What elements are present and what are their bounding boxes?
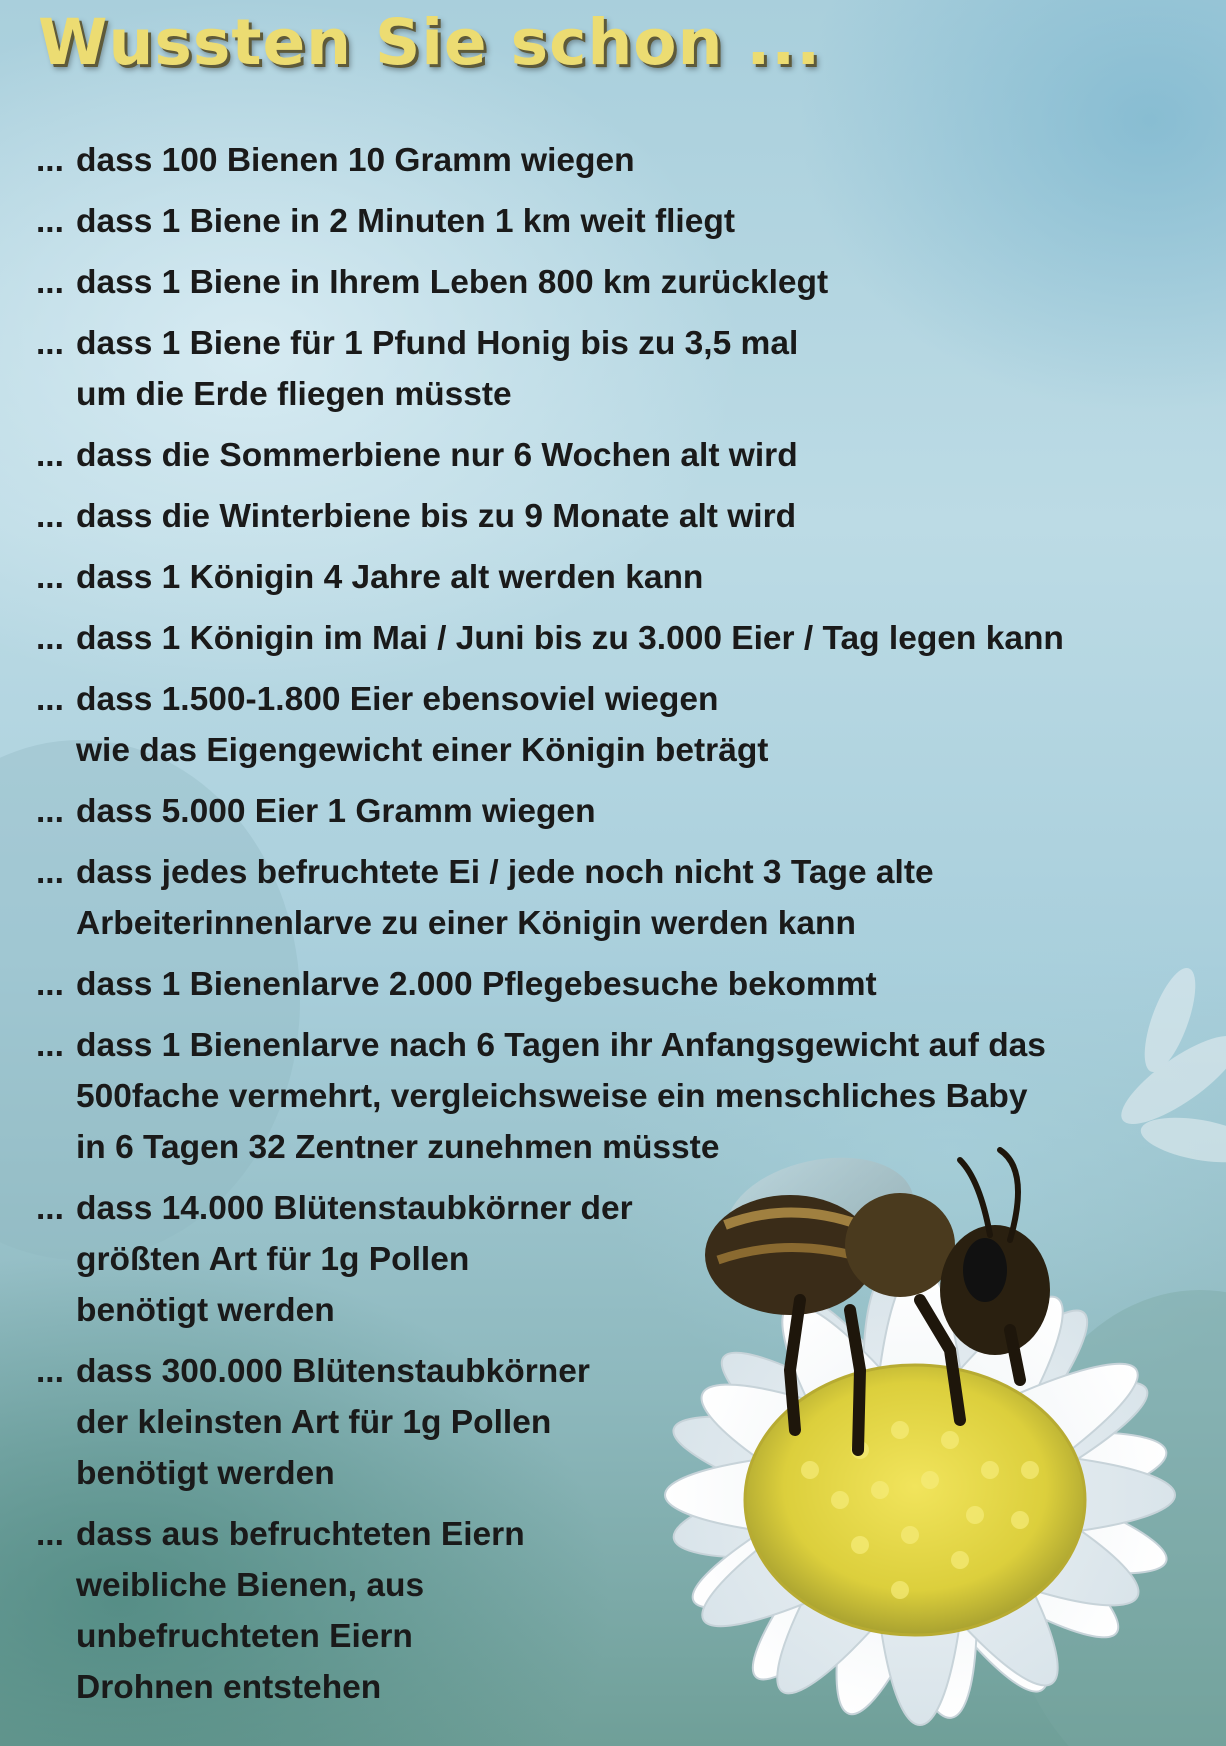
fact-item (36, 1509, 1216, 1713)
fact-line: ... dass 1 Biene in 2 Minuten 1 km weit fliegt (76, 203, 735, 240)
fact-line: ... dass 1 Biene für 1 Pfund Honig bis zu 3,5 mal (76, 325, 799, 362)
fact-list (36, 135, 1216, 1713)
fact-spacer (36, 664, 1216, 674)
fact-item (36, 430, 1216, 481)
fact-item (36, 959, 1216, 1010)
fact-spacer (36, 776, 1216, 786)
fact-item (36, 257, 1216, 308)
fact-line: ... dass die Sommerbiene nur 6 Wochen alt wird (76, 437, 798, 474)
fact-line: ... dass 5.000 Eier 1 Gramm wiegen (76, 793, 596, 830)
fact-line: größten Art für 1g Pollen (76, 1241, 470, 1278)
fact-line: ... dass 300.000 Blütenstaubkörner (76, 1353, 590, 1390)
fact-line: um die Erde fliegen müsste (76, 376, 512, 413)
fact-line: Arbeiterinnenlarve zu einer Königin werden kann (76, 905, 856, 942)
fact-line: in 6 Tagen 32 Zentner zunehmen müsste (76, 1129, 720, 1166)
fact-item (36, 613, 1216, 664)
fact-line: der kleinsten Art für 1g Pollen (76, 1404, 552, 1441)
fact-line: wie das Eigengewicht einer Königin beträgt (76, 732, 769, 769)
fact-line: ... dass 14.000 Blütenstaubkörner der (76, 1190, 633, 1227)
fact-line: ... dass aus befruchteten Eiern (76, 1516, 525, 1553)
fact-spacer (36, 481, 1216, 491)
fact-item (36, 1346, 1216, 1499)
fact-spacer (36, 186, 1216, 196)
fact-line: benötigt werden (76, 1292, 335, 1329)
fact-spacer (36, 420, 1216, 430)
fact-line: ... dass 1 Bienenlarve nach 6 Tagen ihr Anfangsgewicht auf das (76, 1027, 1046, 1064)
fact-item (36, 196, 1216, 247)
fact-line: unbefruchteten Eiern (76, 1618, 413, 1655)
fact-item (36, 674, 1216, 776)
fact-line: ... dass jedes befruchtete Ei / jede noch nicht 3 Tage alte (76, 854, 934, 891)
fact-spacer (36, 949, 1216, 959)
fact-line: ... dass 1 Bienenlarve 2.000 Pflegebesuche bekommt (76, 966, 877, 1003)
fact-line: Drohnen entstehen (76, 1669, 382, 1706)
fact-line: ... dass 1 Königin im Mai / Juni bis zu 3.000 Eier / Tag legen kann (76, 620, 1064, 657)
fact-line: weibliche Bienen, aus (76, 1567, 425, 1604)
fact-spacer (36, 837, 1216, 847)
fact-line: ... dass 1.500-1.800 Eier ebensoviel wiegen (76, 681, 719, 718)
fact-line: ... dass 1 Königin 4 Jahre alt werden kann (76, 559, 704, 596)
fact-item (36, 318, 1216, 420)
fact-line: ... dass die Winterbiene bis zu 9 Monate alt wird (76, 498, 797, 535)
fact-spacer (36, 1336, 1216, 1346)
fact-item (36, 135, 1216, 186)
fact-item (36, 1020, 1216, 1173)
fact-spacer (36, 1173, 1216, 1183)
fact-line: 500fache vermehrt, vergleichsweise ein menschliches Baby (76, 1078, 1028, 1115)
fact-spacer (36, 542, 1216, 552)
fact-item (36, 786, 1216, 837)
fact-item (36, 552, 1216, 603)
fact-spacer (36, 1010, 1216, 1020)
fact-spacer (36, 308, 1216, 318)
fact-spacer (36, 1499, 1216, 1509)
page-title: Wussten Sie schon ... (38, 6, 822, 79)
fact-spacer (36, 247, 1216, 257)
fact-line: ... dass 1 Biene in Ihrem Leben 800 km zurücklegt (76, 264, 829, 301)
fact-item (36, 491, 1216, 542)
fact-item (36, 847, 1216, 949)
fact-line: benötigt werden (76, 1455, 335, 1492)
fact-spacer (36, 603, 1216, 613)
fact-item (36, 1183, 1216, 1336)
fact-line: ... dass 100 Bienen 10 Gramm wiegen (76, 142, 635, 179)
